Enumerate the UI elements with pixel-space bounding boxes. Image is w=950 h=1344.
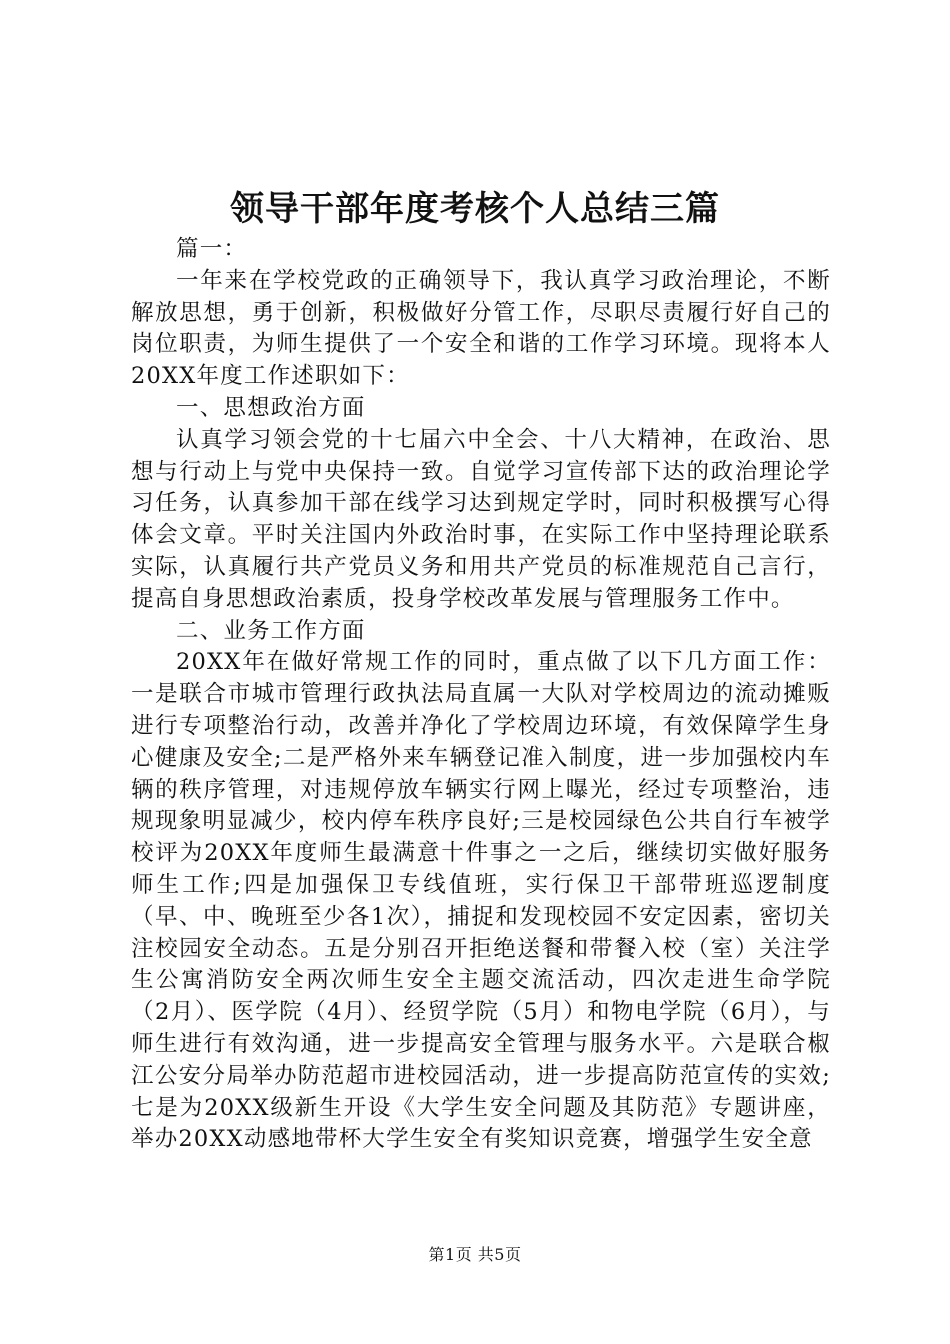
politics-paragraph: 认真学习领会党的十七届六中全会、十八大精神，在政治、思想与行动上与党中央保持一致。自觉学习宣传部下达的政治理论学习任务，认真参加干部在线学习达到规定学时，同时积极撰写心得体会文章。平时关注国内外政治时事，在实际工作中坚持理论联系实际，认真履行共产党员义务和用共产党员的标准规范自己言行，提高自身思想政治素质，投身学校改革发展与管理服务工作中。 [131, 426, 831, 612]
section-label: 篇一： [176, 236, 248, 262]
page-footer: 第1页 共5页 [428, 1245, 522, 1264]
section-heading-work: 二、业务工作方面 [176, 617, 366, 644]
intro-paragraph: 一年来在学校党政的正确领导下，我认真学习政治理论，不断解放思想，勇于创新，积极做好分管工作，尽职尽责履行好自己的岗位职责，为师生提供了一个安全和谐的工作学习环境。现将本人20XX年度工作述职如下： [131, 267, 831, 390]
document-body [131, 234, 831, 1156]
document-title: 领导干部年度考核个人总结三篇 [230, 189, 720, 229]
work-paragraph: 20XX年在做好常规工作的同时，重点做了以下几方面工作：一是联合市城市管理行政执法局直属一大队对学校周边的流动摊贩进行专项整治行动，改善并净化了学校周边环境，有效保障学生身心健康及安全;二是严格外来车辆登记准入制度，进一步加强校内车辆的秩序管理，对违规停放车辆实行网上曝光，经过专项整治，违规现象明显减少，校内停车秩序良好;三是校园绿色公共自行车被学校评为20XX年度师生最满意十件事之一之后，继续切实做好服务师生工作;四是加强保卫专线值班，实行保卫干部带班巡逻制度（早、中、晚班至少各1次），捕捉和发现校园不安定因素，密切关注校园安全动态。五是分别召开拒绝送餐和带餐入校（室）关注学生公寓消防安全两次师生安全主题交流活动，四次走进生命学院（2月）、医学院（4月）、经贸学院（5月）和物电学院（6月），与师生进行有效沟通，进一步提高安全管理与服务水平。六是联合椒江公安分局举办防范超市进校园活动，进一步提高防范宣传的实效;七是为20XX级新生开设《大学生安全问题及其防范》专题讲座，举办20XX动感地带杯大学生安全有奖知识竞赛，增强学生安全意 [131, 649, 831, 1153]
section-heading-politics: 一、思想政治方面 [176, 394, 366, 421]
